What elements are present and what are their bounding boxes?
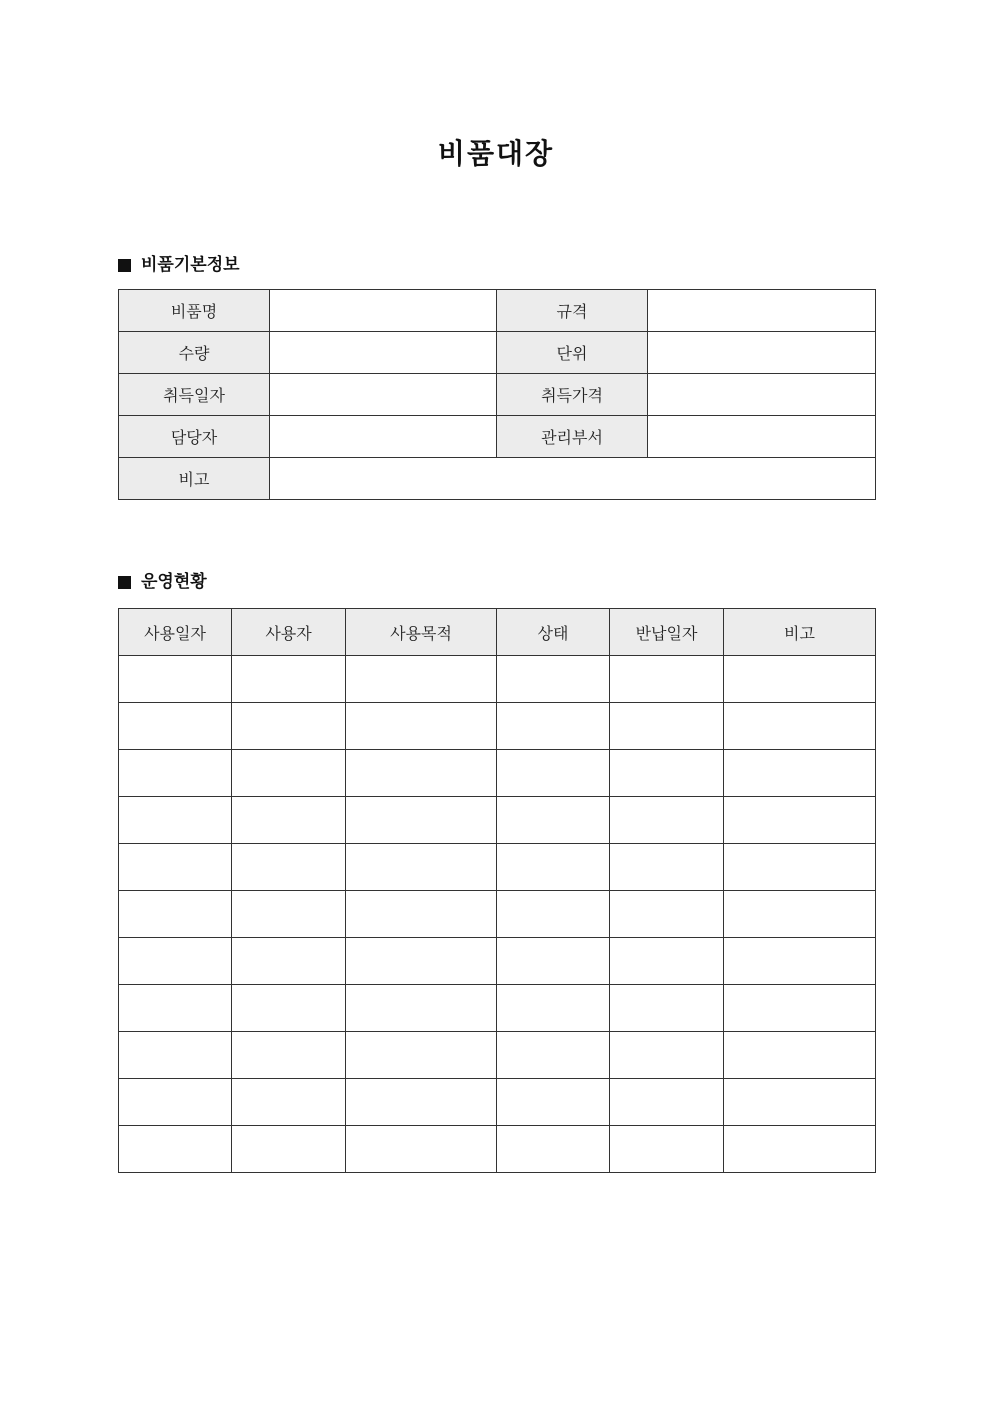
field-label: 수량 — [119, 332, 270, 374]
field-label: 취득일자 — [119, 374, 270, 416]
table-cell[interactable] — [119, 844, 232, 891]
table-cell[interactable] — [232, 938, 346, 985]
table-cell[interactable] — [497, 1079, 610, 1126]
section-heading-operations — [118, 571, 207, 593]
table-cell[interactable] — [497, 985, 610, 1032]
field-label: 관리부서 — [497, 416, 648, 458]
field-label: 취득가격 — [497, 374, 648, 416]
table-cell[interactable] — [346, 1126, 497, 1173]
table-cell[interactable] — [497, 797, 610, 844]
column-header: 상태 — [497, 609, 610, 656]
table-cell[interactable] — [497, 891, 610, 938]
section-heading-basic-info — [118, 254, 240, 276]
column-header: 반납일자 — [610, 609, 724, 656]
table-cell[interactable] — [119, 1126, 232, 1173]
table-cell[interactable] — [610, 797, 724, 844]
table-cell[interactable] — [232, 844, 346, 891]
table-header-row — [119, 609, 876, 656]
table-cell[interactable] — [232, 891, 346, 938]
table-cell[interactable] — [724, 1126, 876, 1173]
table-row — [119, 416, 876, 458]
column-header: 비고 — [724, 609, 876, 656]
table-cell[interactable] — [724, 1079, 876, 1126]
field-value[interactable] — [648, 374, 876, 416]
table-cell[interactable] — [610, 750, 724, 797]
square-bullet-icon — [118, 576, 131, 589]
table-cell[interactable] — [724, 844, 876, 891]
table-cell[interactable] — [232, 750, 346, 797]
field-label: 규격 — [497, 290, 648, 332]
square-bullet-icon — [118, 259, 131, 272]
table-cell[interactable] — [497, 703, 610, 750]
column-header: 사용자 — [232, 609, 346, 656]
table-cell[interactable] — [497, 1032, 610, 1079]
table-cell[interactable] — [724, 656, 876, 703]
table-cell[interactable] — [610, 938, 724, 985]
table-cell[interactable] — [346, 750, 497, 797]
table-cell[interactable] — [119, 797, 232, 844]
table-cell[interactable] — [232, 656, 346, 703]
table-cell[interactable] — [119, 1032, 232, 1079]
table-cell[interactable] — [119, 703, 232, 750]
field-value[interactable] — [270, 416, 497, 458]
table-row — [119, 891, 876, 938]
table-cell[interactable] — [346, 797, 497, 844]
column-header: 사용목적 — [346, 609, 497, 656]
table-cell[interactable] — [724, 938, 876, 985]
table-cell[interactable] — [346, 1079, 497, 1126]
table-cell[interactable] — [119, 985, 232, 1032]
field-value[interactable] — [270, 374, 497, 416]
table-cell[interactable] — [232, 1032, 346, 1079]
table-cell[interactable] — [497, 656, 610, 703]
table-row — [119, 1126, 876, 1173]
table-cell[interactable] — [119, 891, 232, 938]
table-cell[interactable] — [610, 985, 724, 1032]
table-row — [119, 458, 876, 500]
operations-table — [118, 608, 876, 1173]
table-row — [119, 703, 876, 750]
basic-info-table — [118, 289, 876, 500]
table-cell[interactable] — [497, 750, 610, 797]
column-header: 사용일자 — [119, 609, 232, 656]
operations-table-body — [119, 656, 876, 1173]
table-cell[interactable] — [346, 656, 497, 703]
table-cell[interactable] — [724, 750, 876, 797]
table-cell[interactable] — [119, 656, 232, 703]
section-heading-text: 비품기본정보 — [141, 255, 240, 275]
table-row — [119, 290, 876, 332]
table-cell[interactable] — [724, 985, 876, 1032]
remark-label: 비고 — [119, 458, 270, 500]
table-cell[interactable] — [119, 938, 232, 985]
table-cell[interactable] — [610, 1126, 724, 1173]
table-row — [119, 750, 876, 797]
field-value[interactable] — [648, 416, 876, 458]
field-label: 비품명 — [119, 290, 270, 332]
table-row — [119, 374, 876, 416]
field-label: 담당자 — [119, 416, 270, 458]
page-title: 비품대장 — [437, 137, 555, 170]
field-value[interactable] — [270, 332, 497, 374]
field-value[interactable] — [648, 332, 876, 374]
table-row — [119, 1079, 876, 1126]
table-cell[interactable] — [610, 891, 724, 938]
table-cell[interactable] — [724, 703, 876, 750]
table-cell[interactable] — [497, 938, 610, 985]
field-label: 단위 — [497, 332, 648, 374]
table-cell[interactable] — [724, 1032, 876, 1079]
table-cell[interactable] — [119, 1079, 232, 1126]
field-value[interactable] — [648, 290, 876, 332]
table-cell[interactable] — [232, 985, 346, 1032]
table-cell[interactable] — [724, 797, 876, 844]
table-cell[interactable] — [119, 750, 232, 797]
table-row — [119, 938, 876, 985]
table-cell[interactable] — [346, 985, 497, 1032]
table-cell[interactable] — [346, 1032, 497, 1079]
table-row — [119, 1032, 876, 1079]
section-heading-text: 운영현황 — [141, 572, 207, 592]
table-cell[interactable] — [724, 891, 876, 938]
table-row — [119, 332, 876, 374]
table-cell[interactable] — [610, 656, 724, 703]
table-row — [119, 797, 876, 844]
table-cell[interactable] — [610, 703, 724, 750]
table-cell[interactable] — [346, 938, 497, 985]
table-cell[interactable] — [346, 891, 497, 938]
table-cell[interactable] — [232, 703, 346, 750]
table-cell[interactable] — [610, 1032, 724, 1079]
table-cell[interactable] — [232, 1126, 346, 1173]
table-row — [119, 656, 876, 703]
table-row — [119, 844, 876, 891]
table-cell[interactable] — [232, 797, 346, 844]
table-cell[interactable] — [610, 844, 724, 891]
table-row — [119, 985, 876, 1032]
table-cell[interactable] — [346, 844, 497, 891]
table-cell[interactable] — [232, 1079, 346, 1126]
table-cell[interactable] — [497, 1126, 610, 1173]
remark-value[interactable] — [270, 458, 876, 500]
table-cell[interactable] — [610, 1079, 724, 1126]
table-cell[interactable] — [497, 844, 610, 891]
table-cell[interactable] — [346, 703, 497, 750]
field-value[interactable] — [270, 290, 497, 332]
